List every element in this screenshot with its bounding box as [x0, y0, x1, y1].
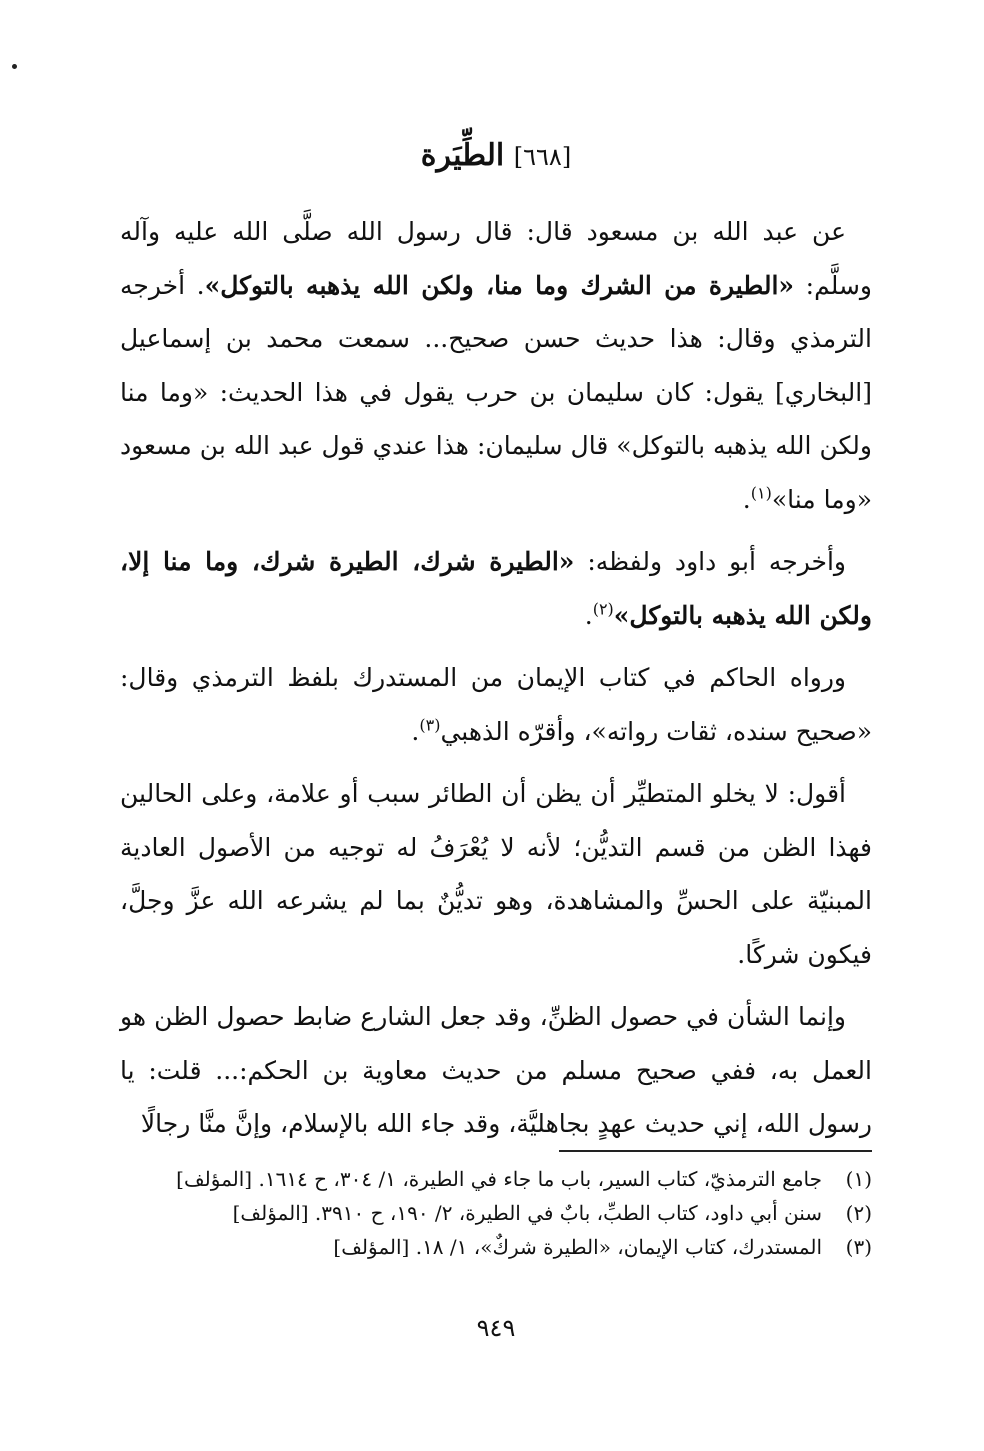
footnote-number: (٢) [845, 1201, 872, 1225]
footnote-divider [559, 1150, 872, 1152]
paragraph-4: أقول: لا يخلو المتطيِّر أن يظن أن الطائر سبب أو علامة، وعلى الحالين فهذا الظن من قسم التديُّن؛ لأنه لا يُعْرَفُ له توجيه من الأصول العادية المبنيّة على الحسِّ والمشاهدة، وهو تديُّنٌ بما لم يشرعه الله عزَّ وجلَّ، فيكون شركًا. [120, 779, 872, 969]
footnote-number: (٣) [845, 1235, 872, 1259]
footnote-text: المستدرك، كتاب الإيمان، «الطيرة شركٌ»، ١/ ١٨. [المؤلف] [333, 1235, 822, 1259]
section-title: الطِّيَرة [420, 138, 505, 173]
footnote-2 [120, 1196, 872, 1230]
footnote-ref-2: (٢) [592, 599, 614, 619]
p1-end: . [742, 484, 751, 514]
body-text [120, 205, 872, 1160]
p2-end: . [584, 600, 593, 630]
footnote-3 [120, 1230, 872, 1264]
footnote-text: سنن أبي داود، كتاب الطبِّ، بابٌ في الطيرة، ٢/ ١٩٠، ح ٣٩١٠. [المؤلف] [232, 1201, 822, 1225]
p3-end: . [411, 716, 420, 746]
footnote-ref-1: (١) [750, 483, 772, 503]
footnotes [120, 1162, 872, 1264]
p1-text-b: . أخرجه الترمذي وقال: هذا حديث حسن صحيح... سمعت محمد بن إسماعيل [البخاري] يقول: كان سليمان بن حرب يقول في هذا الحديث: «وما منا ولكن الله يذهبه بالتوكل» قال سليمان: هذا عندي قول عبد الله بن مسعود «وما منا» [120, 270, 872, 514]
p2-hadith-quote: «الطيرة شرك، الطيرة شرك، وما منا إلا، ولكن الله يذهبه بالتوكل» [120, 547, 872, 630]
footnote-ref-3: (٣) [419, 715, 441, 735]
section-heading [120, 132, 872, 181]
p3-text: ورواه الحاكم في كتاب الإيمان من المستدرك بلفظ الترمذي وقال: «صحيح سنده، ثقات رواته»، وأقرّه الذهبي [120, 663, 872, 746]
scan-speck [12, 64, 17, 69]
paragraph-3 [120, 651, 872, 758]
document-page [120, 0, 872, 1451]
p1-hadith-quote: «الطيرة من الشرك وما منا، ولكن الله يذهبه بالتوكل» [204, 270, 795, 300]
paragraph-5: وإنما الشأن في حصول الظنِّ، وقد جعل الشارع ضابط حصول الظن هو العمل به، ففي صحيح مسلم من حديث معاوية بن الحكم:... قلت: يا رسول الله، إني حديث عهدٍ بجاهليَّة، وقد جاء الله بالإسلام، وإنَّ منَّا رجالًا [120, 1002, 872, 1138]
footnote-number: (١) [845, 1167, 872, 1191]
footnote-text: جامع الترمذيّ، كتاب السير، باب ما جاء في الطيرة، ١/ ٣٠٤، ح ١٦١٤. [المؤلف] [176, 1167, 822, 1191]
footnote-1 [120, 1162, 872, 1196]
paragraph-1 [120, 205, 872, 526]
p2-text-a: وأخرجه أبو داود ولفظه: [587, 547, 846, 576]
p1-text-a: عن عبد الله بن مسعود قال: قال رسول الله صلَّى الله عليه وآله وسلَّم: [120, 217, 872, 300]
paragraph-2 [120, 535, 872, 642]
page-number: ٩٤٩ [476, 1314, 516, 1342]
section-number: [٦٦٨] [513, 143, 572, 171]
